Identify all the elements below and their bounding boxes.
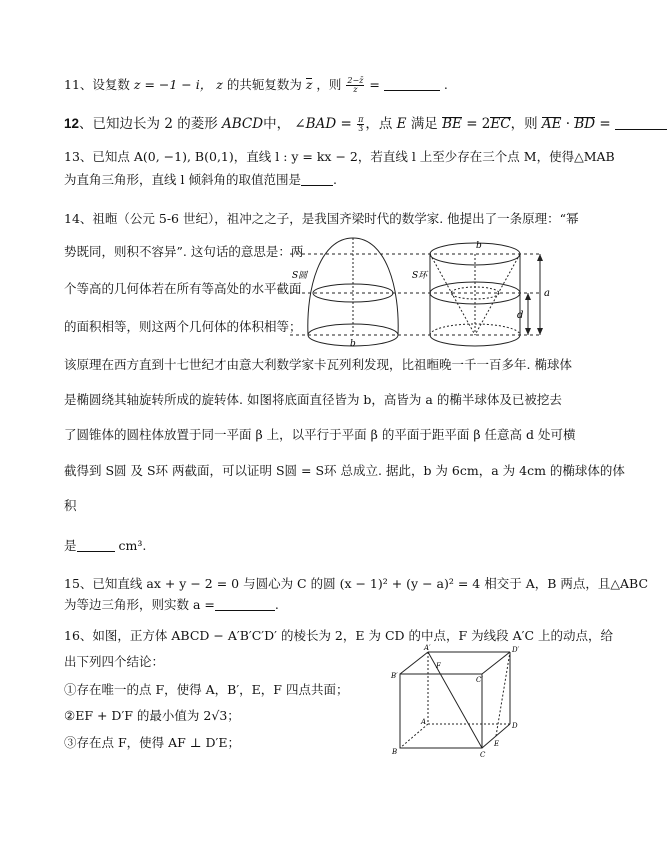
cube-label-b: B [392, 748, 398, 756]
label-s-circle: S圆 [292, 271, 308, 281]
question-14-line-5: 该原理在西方直到十七世纪才由意大利数学家卡瓦列利发现，比祖暅晚一千一百多年. 椭球体 [64, 357, 572, 372]
q12-vec-ae: AE [541, 116, 562, 132]
question-11 [64, 76, 448, 94]
figure-16 [390, 644, 530, 762]
q12-vec-be: BE [442, 116, 462, 132]
q11-end: . [443, 77, 448, 92]
q12-vec-ec: EC [490, 116, 511, 132]
q13-line2-text: 为直角三角形，直线 l 倾斜角的取值范围是 [64, 172, 301, 187]
q11-text: 11、设复数 [64, 77, 130, 92]
q15-end: . [274, 597, 279, 612]
question-16-item-2: ②EF + D′F 的最小值为 2√3； [64, 708, 240, 723]
question-14-line-7: 了圆锥体的圆柱体放置于同一平面 β 上，以平行于平面 β 的平面于距平面 β 任意高 d 处可横 [64, 427, 576, 442]
q11-eq: = [369, 77, 380, 92]
cube-label-c1: C′ [476, 676, 483, 684]
question-12 [64, 115, 667, 133]
q12-abcd: ABCD [222, 116, 264, 132]
q15-line2-text: 为等边三角形，则实数 a = [64, 597, 215, 612]
cylinder-base [430, 335, 520, 346]
q14-unit: cm³. [118, 538, 147, 553]
q11-tail: ，则 [316, 77, 342, 92]
q11-mid: 的共轭复数为 [226, 77, 302, 92]
question-16-line-1: 16、如图，正方体 ABCD − A′B′C′D′ 的棱长为 2，E 为 CD 的中点，F 为线段 A′C 上的动点，给 [64, 628, 614, 643]
cube-label-b1: B′ [391, 672, 398, 680]
q12-ze: ，则 [510, 116, 538, 132]
question-14-line-1: 14、祖暅（公元 5-6 世纪），祖冲之之子，是我国齐梁时代的数学家. 他提出了一条原理：“幂 [64, 211, 579, 226]
cube-label-f: F [436, 662, 441, 670]
label-d: d [517, 310, 524, 321]
cube-label-c: C [480, 751, 486, 759]
cube-label-d1: D′ [512, 646, 520, 654]
q11-frac-bot: z [353, 85, 358, 94]
q11-zbar: z [305, 77, 313, 92]
label-a: a [544, 288, 550, 299]
q12-eq2: = 2 [466, 116, 491, 132]
figure-14 [290, 228, 562, 348]
q12-dian: ，点 [365, 116, 393, 132]
q14-answer-blank[interactable] [77, 539, 115, 552]
label-b-top: b [476, 241, 482, 251]
question-13-line-2 [64, 171, 337, 189]
question-14-line-8: 截得到 S圆 及 S环 两截面，可以证明 S圆 = S环 总成立. 据此，b 为 6cm，a 为 4cm 的椭球体的体 [64, 463, 625, 478]
question-14-line-9: 积 [64, 498, 77, 513]
question-14-line-3: 个等高的几何体若在所有等高处的水平截面 [64, 281, 302, 296]
q12-zhong: 中， [263, 116, 291, 132]
q15-answer-blank[interactable] [215, 598, 275, 611]
q12-three: 3 [358, 124, 364, 133]
q12-dot: · [565, 116, 571, 132]
q12-number: 12 [64, 116, 80, 131]
cube-label-e: E [494, 740, 500, 748]
q11-expr: z = −1 − i， [133, 77, 213, 92]
q12-man: 满足 [410, 116, 438, 132]
q12-text: 、已知边长为 2 的菱形 [79, 116, 218, 132]
question-16-item-1: ①存在唯一的点 F，使得 A，B′，E，F 四点共面； [64, 682, 349, 697]
question-14-line-10 [64, 537, 146, 555]
q12-e: E [396, 116, 407, 132]
q13-answer-blank[interactable] [301, 173, 333, 186]
q12-fraction [357, 116, 364, 133]
q12-answer-blank[interactable] [615, 117, 667, 130]
q11-answer-blank[interactable] [384, 78, 440, 91]
question-14-line-6: 是椭圆绕其轴旋转所成的旋转体. 如图将底面直径皆为 b，高皆为 a 的椭半球体及已被挖去 [64, 392, 562, 407]
cube-label-d: D [512, 722, 518, 730]
label-s-ring: S环 [412, 271, 428, 281]
question-16-line-2: 出下列四个结论： [64, 654, 165, 669]
question-13-line-1: 13、已知点 A(0, −1), B(0,1)，直线 l : y = kx − 2，若直线 l 上至少存在三个点 M，使得△MAB [64, 149, 615, 164]
question-14-line-2: 势既同，则积不容异”. 这句话的意思是：两 [64, 244, 304, 259]
q12-vec-bd: BD [574, 116, 596, 132]
question-15-line-2 [64, 596, 279, 614]
q12-eq3: = [599, 116, 611, 132]
q12-angle: ∠BAD = [294, 116, 352, 132]
q11-frac-top: 2−z̄ [347, 76, 364, 85]
cube-label-a1: A′ [424, 644, 431, 652]
question-16-item-3: ③存在点 F，使得 AF ⊥ D′E； [64, 735, 241, 750]
q14-line10-text: 是 [64, 538, 77, 553]
q13-end: . [332, 172, 337, 187]
q11-z: z [216, 77, 223, 92]
label-b-bottom: b [350, 339, 356, 349]
cube-label-a: A [421, 718, 427, 726]
q12-pi: π [358, 115, 364, 124]
q11-fraction [346, 77, 364, 94]
question-14-line-4: 的面积相等，则这两个几何体的体积相等； [64, 319, 302, 334]
question-15-line-1: 15、已知直线 ax + y − 2 = 0 与圆心为 C 的圆 (x − 1)² + (y − a)² = 4 相交于 A，B 两点，且△ABC [64, 576, 649, 591]
